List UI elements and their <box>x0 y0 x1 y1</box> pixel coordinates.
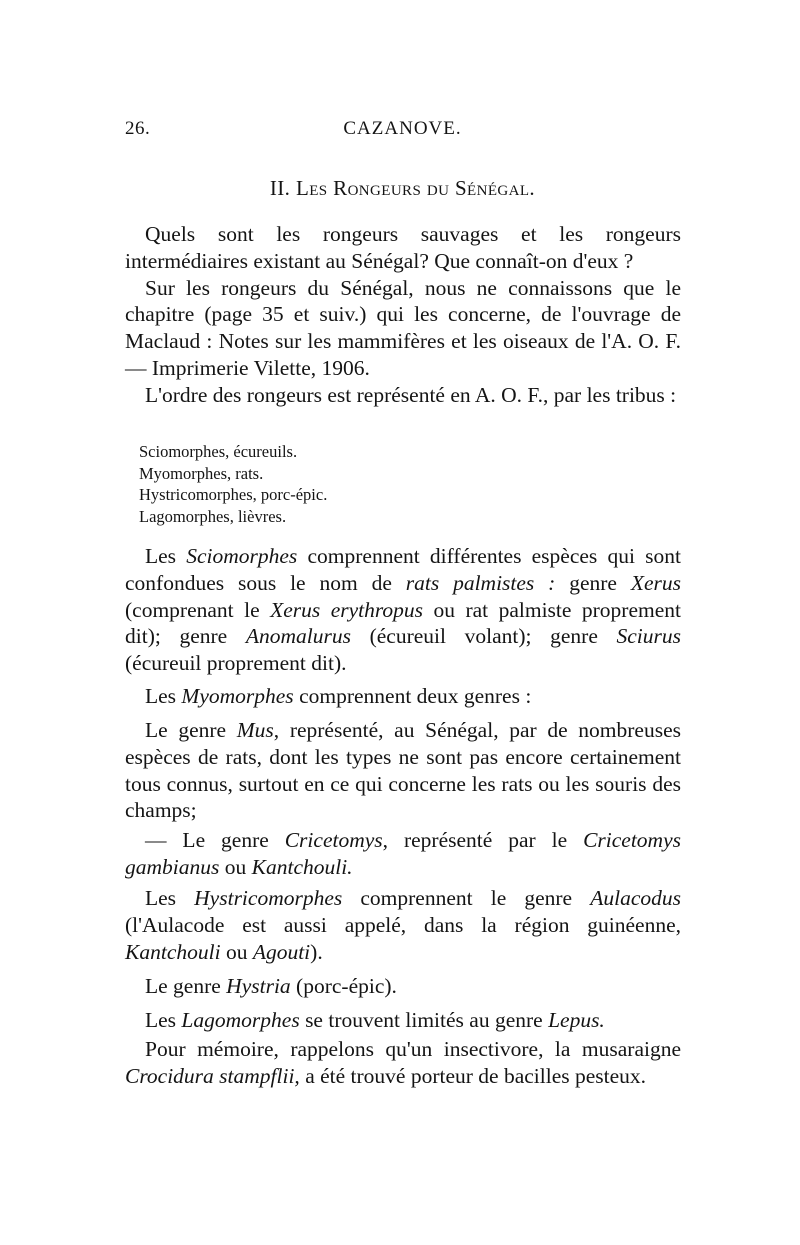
tribes-list <box>139 441 539 527</box>
taxon-name: Anomalurus <box>245 624 351 649</box>
tribe-item: Myomorphes, rats. <box>139 463 264 483</box>
taxon-name: Cricetomys <box>284 828 383 852</box>
mus-paragraph: Le genre Mus, représenté, au Sénégal, par de nombreuses espèces de rats, dont les types ne sont pas encore certainement tous connus, surtout en ce qui concerne les rats ou les souris des champs; <box>125 718 681 823</box>
intro-paragraph-1: Quels sont les rongeurs sauvages et les rongeurs intermédiaires existant au Sénégal? Que connaît-on d'eux ? <box>125 222 681 273</box>
taxon-name: Hystria <box>226 974 291 998</box>
tribe-item: Lagomorphes, lièvres. <box>139 506 287 526</box>
page-header <box>125 118 680 146</box>
taxon-name: Lagomorphes <box>181 1008 300 1032</box>
taxon-name: rats palmistes : <box>405 570 556 595</box>
taxon-name: Mus <box>236 718 274 742</box>
taxon-name: Sciomorphes <box>186 544 298 568</box>
cricetomys-paragraph: — Le genre Cricetomys, représenté par le Cricetomys gambianus ou Kantchouli. <box>125 828 681 879</box>
taxon-name: Myomorphes <box>181 684 294 708</box>
taxon-name: Xerus erythropus <box>270 597 424 622</box>
taxon-name: Agouti <box>252 939 311 964</box>
hystria-paragraph: Le genre Hystria (porc-épic). <box>145 974 397 998</box>
taxon-name: Kantchouli <box>125 939 221 964</box>
taxon-name: Cricetomys gambianus <box>125 828 681 879</box>
hystricomorphes-paragraph: Les Hystricomorphes comprennent le genre Aulacodus (l'Aulacode est aussi appelé, dans la région guinéenne, Kantchouli ou Agouti). <box>125 886 681 964</box>
intro-paragraph-2: Sur les rongeurs du Sénégal, nous ne connaissons que le chapitre (page 35 et suiv.) qui les concerne, de l'ouvrage de Maclaud : Notes sur les mammifères et les oiseaux de l'A. O. F. — Imprimerie Vilette, 1906. <box>125 275 681 380</box>
sciomorphes-paragraph: Les Sciomorphes comprennent différentes espèces qui sont confondues sous le nom de rats palmistes : genre Xerus (comprenant le Xerus erythropus ou rat palmiste proprement dit); genre Anomalurus (écureuil volant); genre Sciurus (écureuil proprement dit). <box>125 544 682 676</box>
taxon-name: Lepus. <box>548 1008 605 1032</box>
tribe-item: Hystricomorphes, porc-épic. <box>139 485 328 504</box>
intro-block <box>125 221 681 409</box>
taxon-name: Kantchouli. <box>251 854 353 879</box>
myomorphes-paragraph: Les Myomorphes comprennent deux genres : <box>145 684 532 708</box>
taxon-name: Sciurus <box>616 624 682 649</box>
running-title: CAZANOVE. <box>343 118 462 139</box>
page-number: 26. <box>125 118 151 139</box>
memoire-paragraph: Pour mémoire, rappelons qu'un insectivore, la musaraigne Crocidura stampflii, a été trouvé porteur de bacilles pesteux. <box>125 1037 681 1088</box>
taxon-name: Xerus <box>630 570 682 595</box>
taxon-name: Crocidura stampflii, <box>125 1063 300 1088</box>
taxon-name: Hystricomorphes <box>194 886 343 910</box>
lagomorphes-paragraph: Les Lagomorphes se trouvent limités au genre Lepus. <box>145 1008 605 1032</box>
taxon-name: Aulacodus <box>590 886 681 910</box>
section-title: II. Les Rongeurs du Sénégal. <box>269 176 536 200</box>
tribe-item: Sciomorphes, écureuils. <box>139 442 298 461</box>
intro-paragraph-3: L'ordre des rongeurs est représenté en A. O. F., par les tribus : <box>145 382 677 407</box>
